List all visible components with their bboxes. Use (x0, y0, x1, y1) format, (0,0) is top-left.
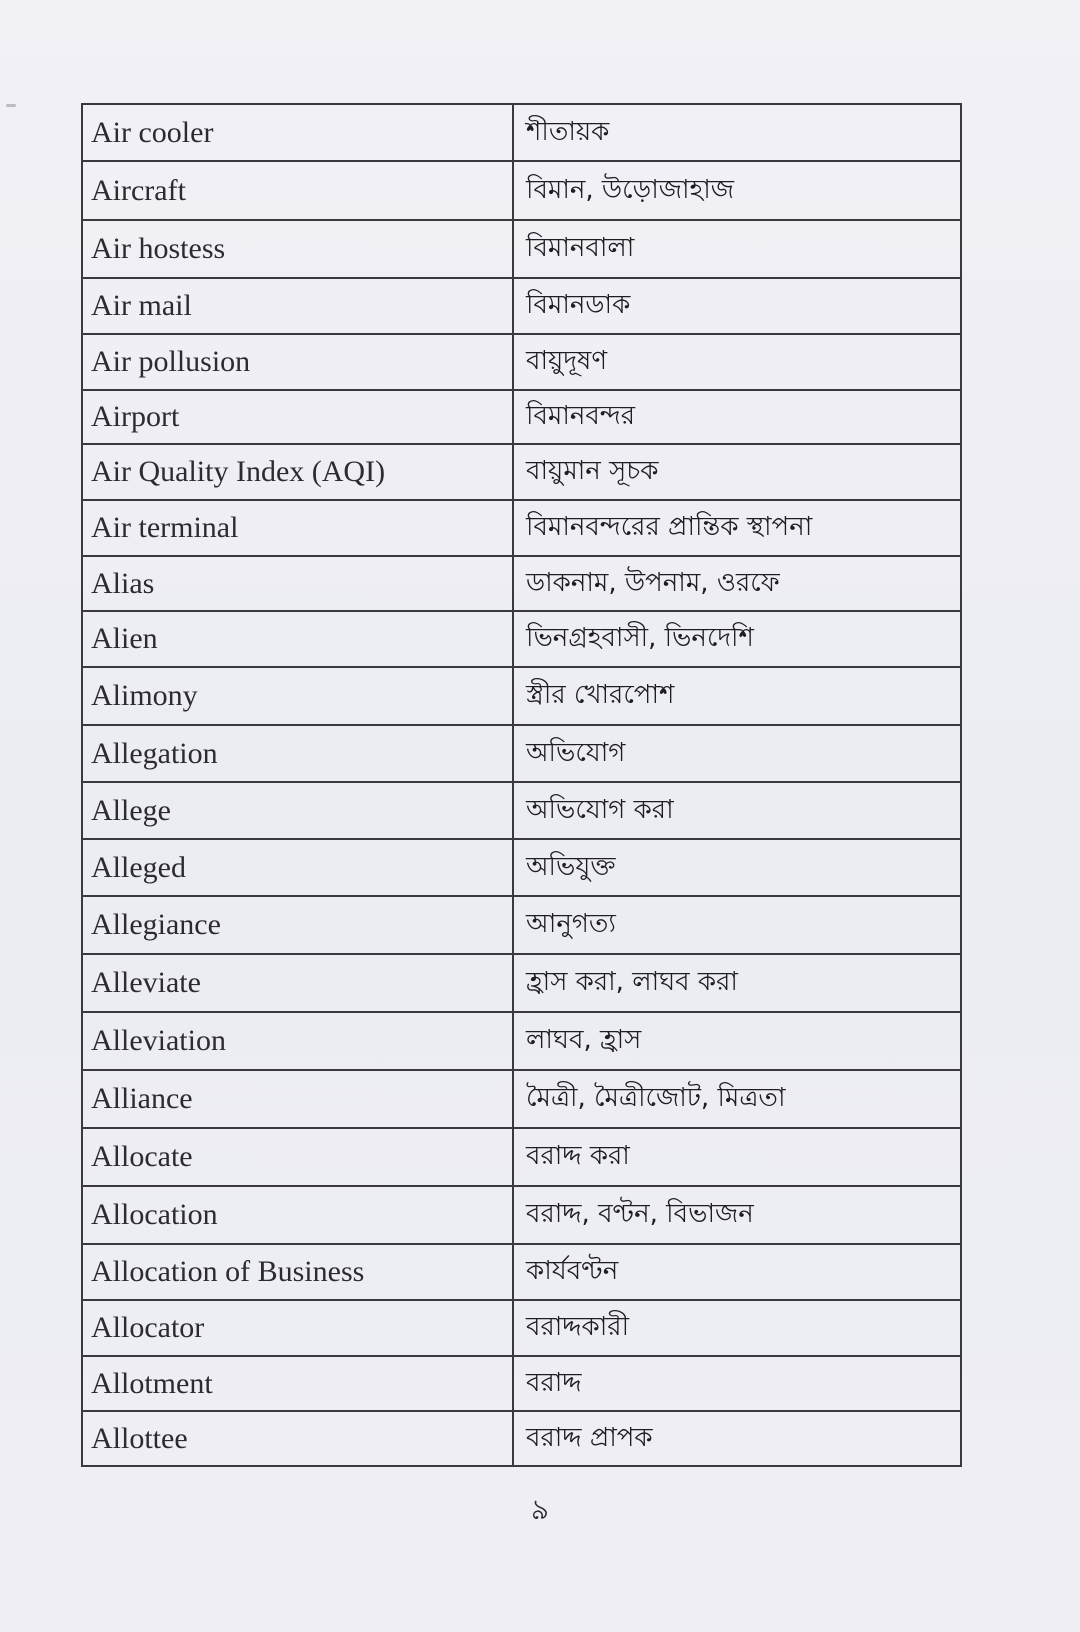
english-term: Air mail (82, 278, 513, 334)
bengali-translation: বরাদ্দ, বণ্টন, বিভাজন (513, 1186, 961, 1244)
table-row (82, 104, 961, 161)
table-row (82, 611, 961, 667)
table-row (82, 954, 961, 1012)
bengali-translation: বিমানবন্দর (513, 390, 961, 444)
bengali-translation: স্ত্রীর খোরপোশ (513, 667, 961, 725)
glossary-table (81, 103, 962, 1467)
table-row (82, 782, 961, 839)
table-row (82, 444, 961, 500)
bengali-translation: অভিযোগ (513, 725, 961, 782)
bengali-translation: অভিযুক্ত (513, 839, 961, 896)
english-term: Air Quality Index (AQI) (82, 444, 513, 500)
english-term: Allegation (82, 725, 513, 782)
english-term: Allotment (82, 1356, 513, 1411)
bengali-translation: বরাদ্দকারী (513, 1300, 961, 1356)
english-term: Allocate (82, 1128, 513, 1186)
table-row (82, 667, 961, 725)
table-row (82, 1356, 961, 1411)
table-row (82, 1012, 961, 1070)
bengali-translation: বিমান, উড়োজাহাজ (513, 161, 961, 220)
bengali-translation: লাঘব, হ্রাস (513, 1012, 961, 1070)
english-term: Alimony (82, 667, 513, 725)
table-row (82, 1070, 961, 1128)
bengali-translation: বিমানডাক (513, 278, 961, 334)
english-term: Allocation (82, 1186, 513, 1244)
english-term: Alleviation (82, 1012, 513, 1070)
bengali-translation: কার্যবণ্টন (513, 1244, 961, 1300)
table-row (82, 1300, 961, 1356)
bengali-translation: মৈত্রী, মৈত্রীজোট, মিত্রতা (513, 1070, 961, 1128)
bengali-translation: অভিযোগ করা (513, 782, 961, 839)
english-term: Airport (82, 390, 513, 444)
table-row (82, 1244, 961, 1300)
english-term: Alliance (82, 1070, 513, 1128)
table-row (82, 556, 961, 611)
bengali-translation: বরাদ্দ (513, 1356, 961, 1411)
glossary-table-body (82, 104, 961, 1466)
table-row (82, 334, 961, 390)
english-term: Alleviate (82, 954, 513, 1012)
table-row (82, 725, 961, 782)
table-row (82, 278, 961, 334)
bengali-translation: বরাদ্দ করা (513, 1128, 961, 1186)
english-term: Alleged (82, 839, 513, 896)
english-term: Alias (82, 556, 513, 611)
bengali-translation: ভিনগ্রহবাসী, ভিনদেশি (513, 611, 961, 667)
table-row (82, 1128, 961, 1186)
english-term: Allocator (82, 1300, 513, 1356)
bengali-translation: হ্রাস করা, লাঘব করা (513, 954, 961, 1012)
english-term: Air cooler (82, 104, 513, 161)
bengali-translation: বরাদ্দ প্রাপক (513, 1411, 961, 1466)
table-row (82, 1186, 961, 1244)
english-term: Air terminal (82, 500, 513, 556)
bengali-translation: আনুগত্য (513, 896, 961, 954)
english-term: Alien (82, 611, 513, 667)
bengali-translation: বায়ুদূষণ (513, 334, 961, 390)
table-row (82, 839, 961, 896)
english-term: Air hostess (82, 220, 513, 278)
english-term: Allege (82, 782, 513, 839)
table-row (82, 500, 961, 556)
table-row (82, 161, 961, 220)
page-number: ৯ (530, 1493, 550, 1526)
table-row (82, 390, 961, 444)
bengali-translation: শীতায়ক (513, 104, 961, 161)
bengali-translation: বিমানবালা (513, 220, 961, 278)
english-term: Air pollusion (82, 334, 513, 390)
bengali-translation: বায়ুমান সূচক (513, 444, 961, 500)
bengali-translation: ডাকনাম, উপনাম, ওরফে (513, 556, 961, 611)
english-term: Allegiance (82, 896, 513, 954)
table-row (82, 896, 961, 954)
english-term: Allocation of Business (82, 1244, 513, 1300)
table-row (82, 220, 961, 278)
table-row (82, 1411, 961, 1466)
english-term: Allottee (82, 1411, 513, 1466)
paper-speck (6, 104, 16, 107)
bengali-translation: বিমানবন্দরের প্রান্তিক স্থাপনা (513, 500, 961, 556)
english-term: Aircraft (82, 161, 513, 220)
